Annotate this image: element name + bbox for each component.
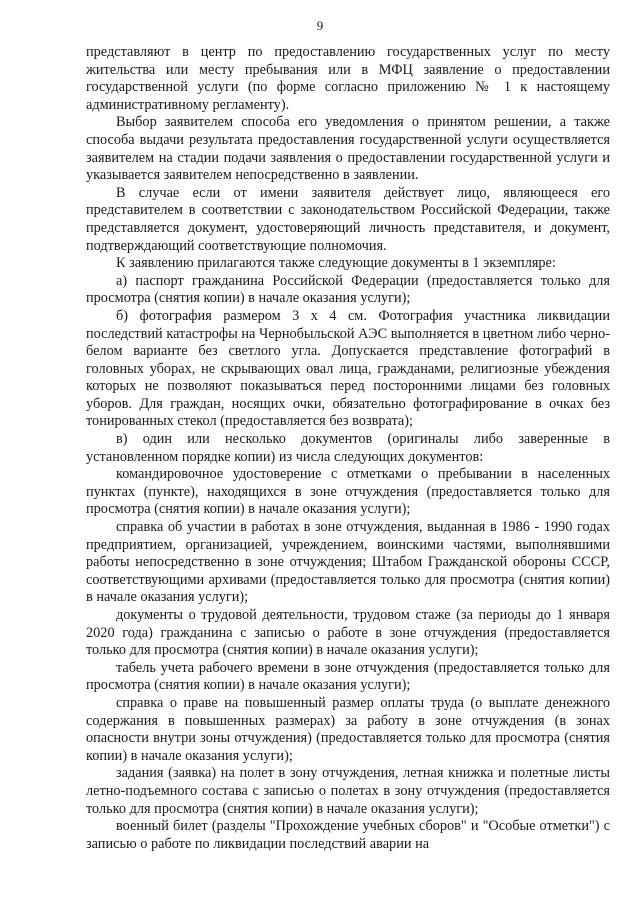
document-travel-certificate: командировочное удостоверение с отметками о пребывании в населенных пунктах (пункте), находящихся в зоне отчуждения (предоставляется только для просмотра (снятия копии) в начале оказания услуги); xyxy=(86,466,610,518)
list-item-photo: б) фотография размером 3 х 4 см. Фотография участника ликвидации последствий катастрофы на Чернобыльской АЭС выполняется в цветном либо черно-белом варианте без светлого угла. Допускается представление фотографий в головных уборах, не скрывающих овал лица, гражданами, религиозные убеждения которых не позволяют показываться перед посторонними лицами без головных уборов. Для граждан, носящих очки, обязательно фотографирование в очках без тонированных стекол (предоставляется без возврата); xyxy=(86,307,610,430)
document-flight-tasks: задания (заявка) на полет в зону отчуждения, летная книжка и полетные листы летно-подъемного состава с записью о полетах в зону отчуждения (предоставляется только для просмотра (снятия копии) в начале оказания услуги); xyxy=(86,765,610,817)
page-number: 9 xyxy=(316,18,324,33)
list-item-documents: в) один или несколько документов (оригиналы либо заверенные в установленном порядке копии) из числа следующих документов: xyxy=(86,431,610,465)
document-participation-certificate: справка об участии в работах в зоне отчуждения, выданная в 1986 - 1990 годах предприятием, организацией, учреждением, воинскими частями, выполнявшими работы непосредственно в зоне отчуждения; Штабом Гражданской обороны СССР, соответствующими архивами (предоставляется только для просмотра (снятия копии) в начале оказания услуги); xyxy=(86,519,610,606)
document-labor-records: документы о трудовой деятельности, трудовом стаже (за периоды до 1 января 2020 года) гражданина с записью о работе в зоне отчуждения (предоставляется только для просмотра (снятия копии) в начале оказания услуги); xyxy=(86,607,610,659)
list-item-passport: а) паспорт гражданина Российской Федерации (предоставляется только для просмотра (снятия копии) в начале оказания услуги); xyxy=(86,272,610,307)
paragraph-notification-method: Выбор заявителем способа его уведомления о принятом решении, а также способа выдачи результата предоставления государственной услуги осуществляется заявителем на стадии подачи заявления о предоставлении государственной услуги и указывается заявителем непосредственно в заявлении. xyxy=(86,114,610,184)
paragraph-attached-documents: К заявлению прилагаются также следующие документы в 1 экземпляре: xyxy=(116,255,556,272)
document-military-id: военный билет (разделы "Прохождение учебных сборов" и "Особые отметки") с записью о работе по ликвидации последствий аварии на xyxy=(86,818,610,852)
paragraph-continuation: представляют в центр по предоставлению государственных услуг по месту жительства или месту пребывания или в МФЦ заявление о предоставлении государственной услуги (по форме согласно приложению № 1 к настоящему административному регламенту). xyxy=(86,44,610,113)
document-salary-certificate: справка о праве на повышенный размер оплаты труда (о выплате денежного содержания в повышенных размерах) за работу в зоне отчуждения (в зонах опасности внутри зоны отчуждения) (предоставляется только для просмотра (снятия копии) в начале оказания услуги); xyxy=(86,694,610,764)
document-timesheet: табель учета рабочего времени в зоне отчуждения (предоставляется только для просмотра (снятия копии) в начале оказания услуги); xyxy=(86,659,610,694)
paragraph-representative: В случае если от имени заявителя действует лицо, являющееся его представителем в соответствии с законодательством Российской Федерации, также представляется документ, удостоверяющий личность представителя, и документ, подтверждающий соответствующие полномочия. xyxy=(86,184,610,254)
document-body xyxy=(86,44,610,853)
